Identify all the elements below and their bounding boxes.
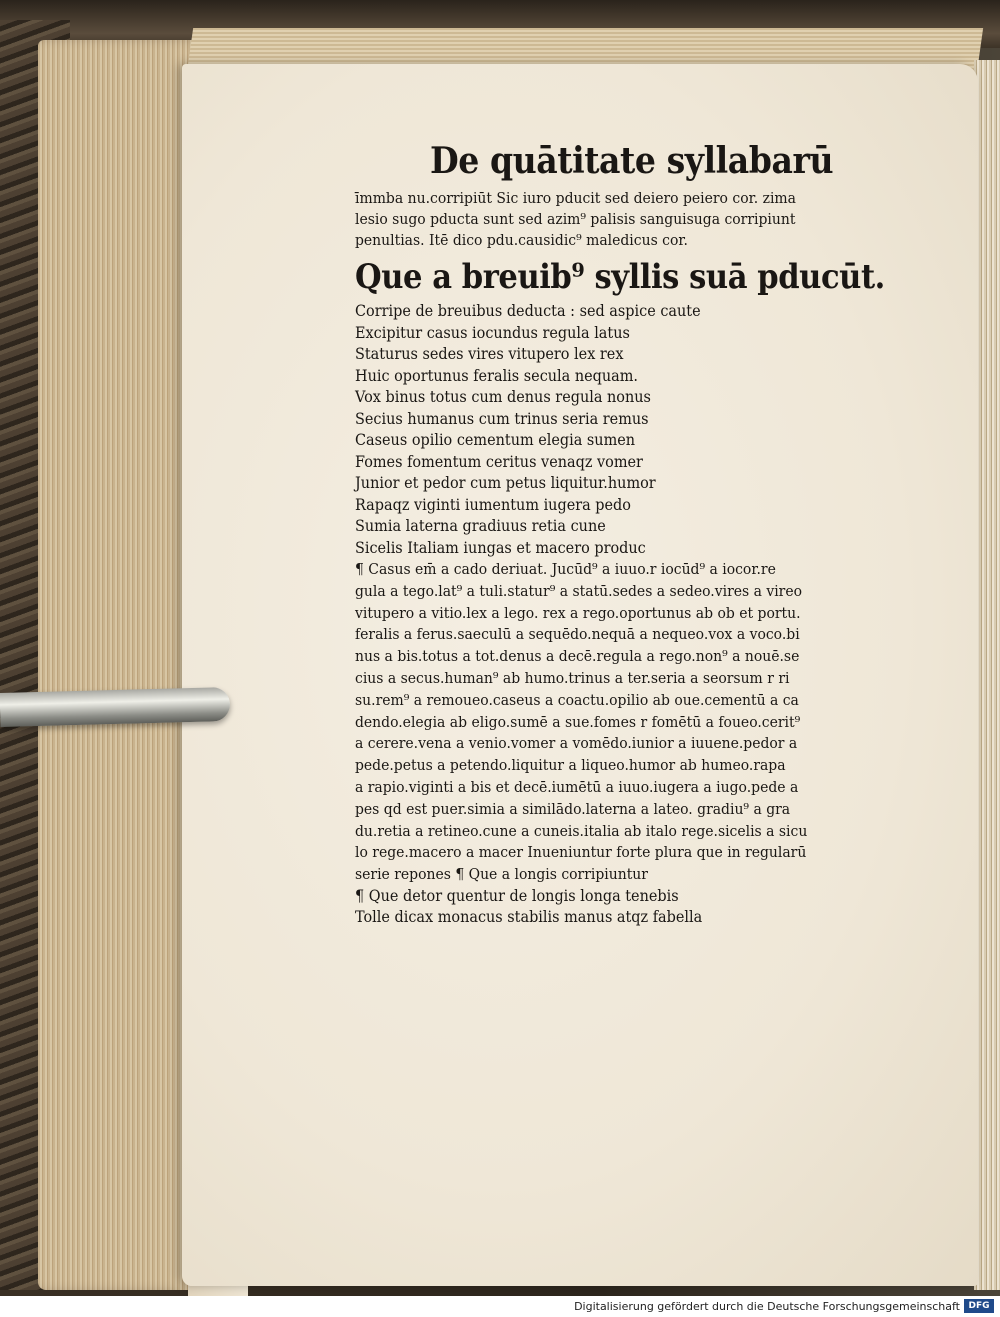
intro-line: lesio sugo pducta sunt sed azim⁹ palisis sanguisuga corripiunt bbox=[355, 210, 796, 228]
verse-line: Staturus sedes vires vitupero lex rex bbox=[355, 345, 624, 363]
gloss-line: nus a bis.totus a tot.denus a decē.regula a rego.non⁹ a nouē.se bbox=[355, 647, 800, 666]
gloss-line: su.rem⁹ a remoueo.caseus a coactu.opilio ab oue.cementū a ca bbox=[355, 690, 799, 709]
verse-line: Huic oportunus feralis secula nequam. bbox=[355, 366, 639, 385]
page-heading: De quātitate syllabarū bbox=[430, 140, 834, 182]
gloss-line: vitupero a vitio.lex a lego. rex a rego.oportunus ab ob et portu. bbox=[355, 603, 801, 622]
section-heading: Que a breuib⁹ syllis suā pducūt. bbox=[355, 257, 885, 297]
footer-bar bbox=[0, 1296, 1000, 1317]
verse-line: Fomes fomentum ceritus venaqz vomer bbox=[355, 452, 643, 471]
verse-block bbox=[355, 301, 915, 559]
verse-line: Tolle dicax monacus stabilis manus atqz fabella bbox=[355, 908, 703, 927]
verse-line: ¶ Que detor quentur de longis longa tenebis bbox=[355, 886, 679, 905]
gloss-line: pes qd est puer.simia a similādo.laterna a lateo. gradiu⁹ a gra bbox=[355, 799, 791, 818]
intro-block bbox=[355, 188, 915, 251]
bookmark-strip bbox=[0, 687, 230, 727]
verse-block-2 bbox=[355, 886, 915, 929]
intro-line: penultias. Itē dico pdu.causidic⁹ maledicus cor. bbox=[355, 231, 688, 249]
verse-line: Vox binus totus cum denus regula nonus bbox=[355, 388, 651, 406]
verse-line: Sicelis Italiam iungas et macero produc bbox=[355, 538, 646, 557]
gloss-line: a cerere.vena a venio.vomer a vomēdo.iunior a iuuene.pedor a bbox=[355, 734, 798, 753]
gloss-line: du.retia a retineo.cune a cuneis.italia ab italo rege.sicelis a sicu bbox=[355, 821, 808, 840]
verse-line: Rapaqz viginti iumentum iugera pedo bbox=[355, 495, 631, 514]
gloss-line: cius a secus.human⁹ ab humo.trinus a ter.seria a seorsum r ri bbox=[355, 668, 790, 687]
gloss-line: feralis a ferus.saeculū a sequēdo.nequā a nequeo.vox a voco.bi bbox=[355, 625, 800, 644]
page-text bbox=[355, 140, 915, 929]
intro-line: īmmba nu.corripiūt Sic iuro pducit sed deiero peiero cor. zima bbox=[355, 189, 796, 207]
verse-line: Caseus opilio cementum elegia sumen bbox=[355, 431, 636, 449]
gloss-block bbox=[355, 559, 915, 886]
verse-line: Excipitur casus iocundus regula latus bbox=[355, 323, 630, 342]
gloss-line: a rapio.viginti a bis et decē.iumētū a iuuo.iugera a iugo.pede a bbox=[355, 777, 799, 796]
gloss-line: serie repones ¶ Que a longis corripiuntur bbox=[355, 865, 648, 884]
dfg-logo: DFG bbox=[964, 1299, 994, 1313]
gloss-line: lo rege.macero a macer Inueniuntur forte plura que in regularū bbox=[355, 843, 807, 862]
verse-line: Corripe de breuibus deducta : sed aspice caute bbox=[355, 302, 701, 320]
gloss-line: ¶ Casus em̄ a cado deriuat. Jucūd⁹ a iuuo.r iocūd⁹ a iocor.re bbox=[355, 560, 776, 578]
gloss-line: gula a tego.lat⁹ a tuli.statur⁹ a statū.sedes a sedeo.vires a vireo bbox=[355, 581, 803, 600]
funding-credit: Digitalisierung gefördert durch die Deutsche Forschungsgemeinschaft bbox=[574, 1300, 960, 1313]
gloss-line: dendo.elegia ab eligo.sumē a sue.fomes r fomētū a foueo.cerit⁹ bbox=[355, 712, 801, 731]
verse-line: Sumia laterna gradiuus retia cune bbox=[355, 517, 606, 535]
verse-line: Junior et pedor cum petus liquitur.humor bbox=[355, 474, 656, 492]
verse-line: Secius humanus cum trinus seria remus bbox=[355, 409, 649, 428]
gloss-line: pede.petus a petendo.liquitur a liqueo.humor ab humeo.rapa bbox=[355, 756, 786, 775]
